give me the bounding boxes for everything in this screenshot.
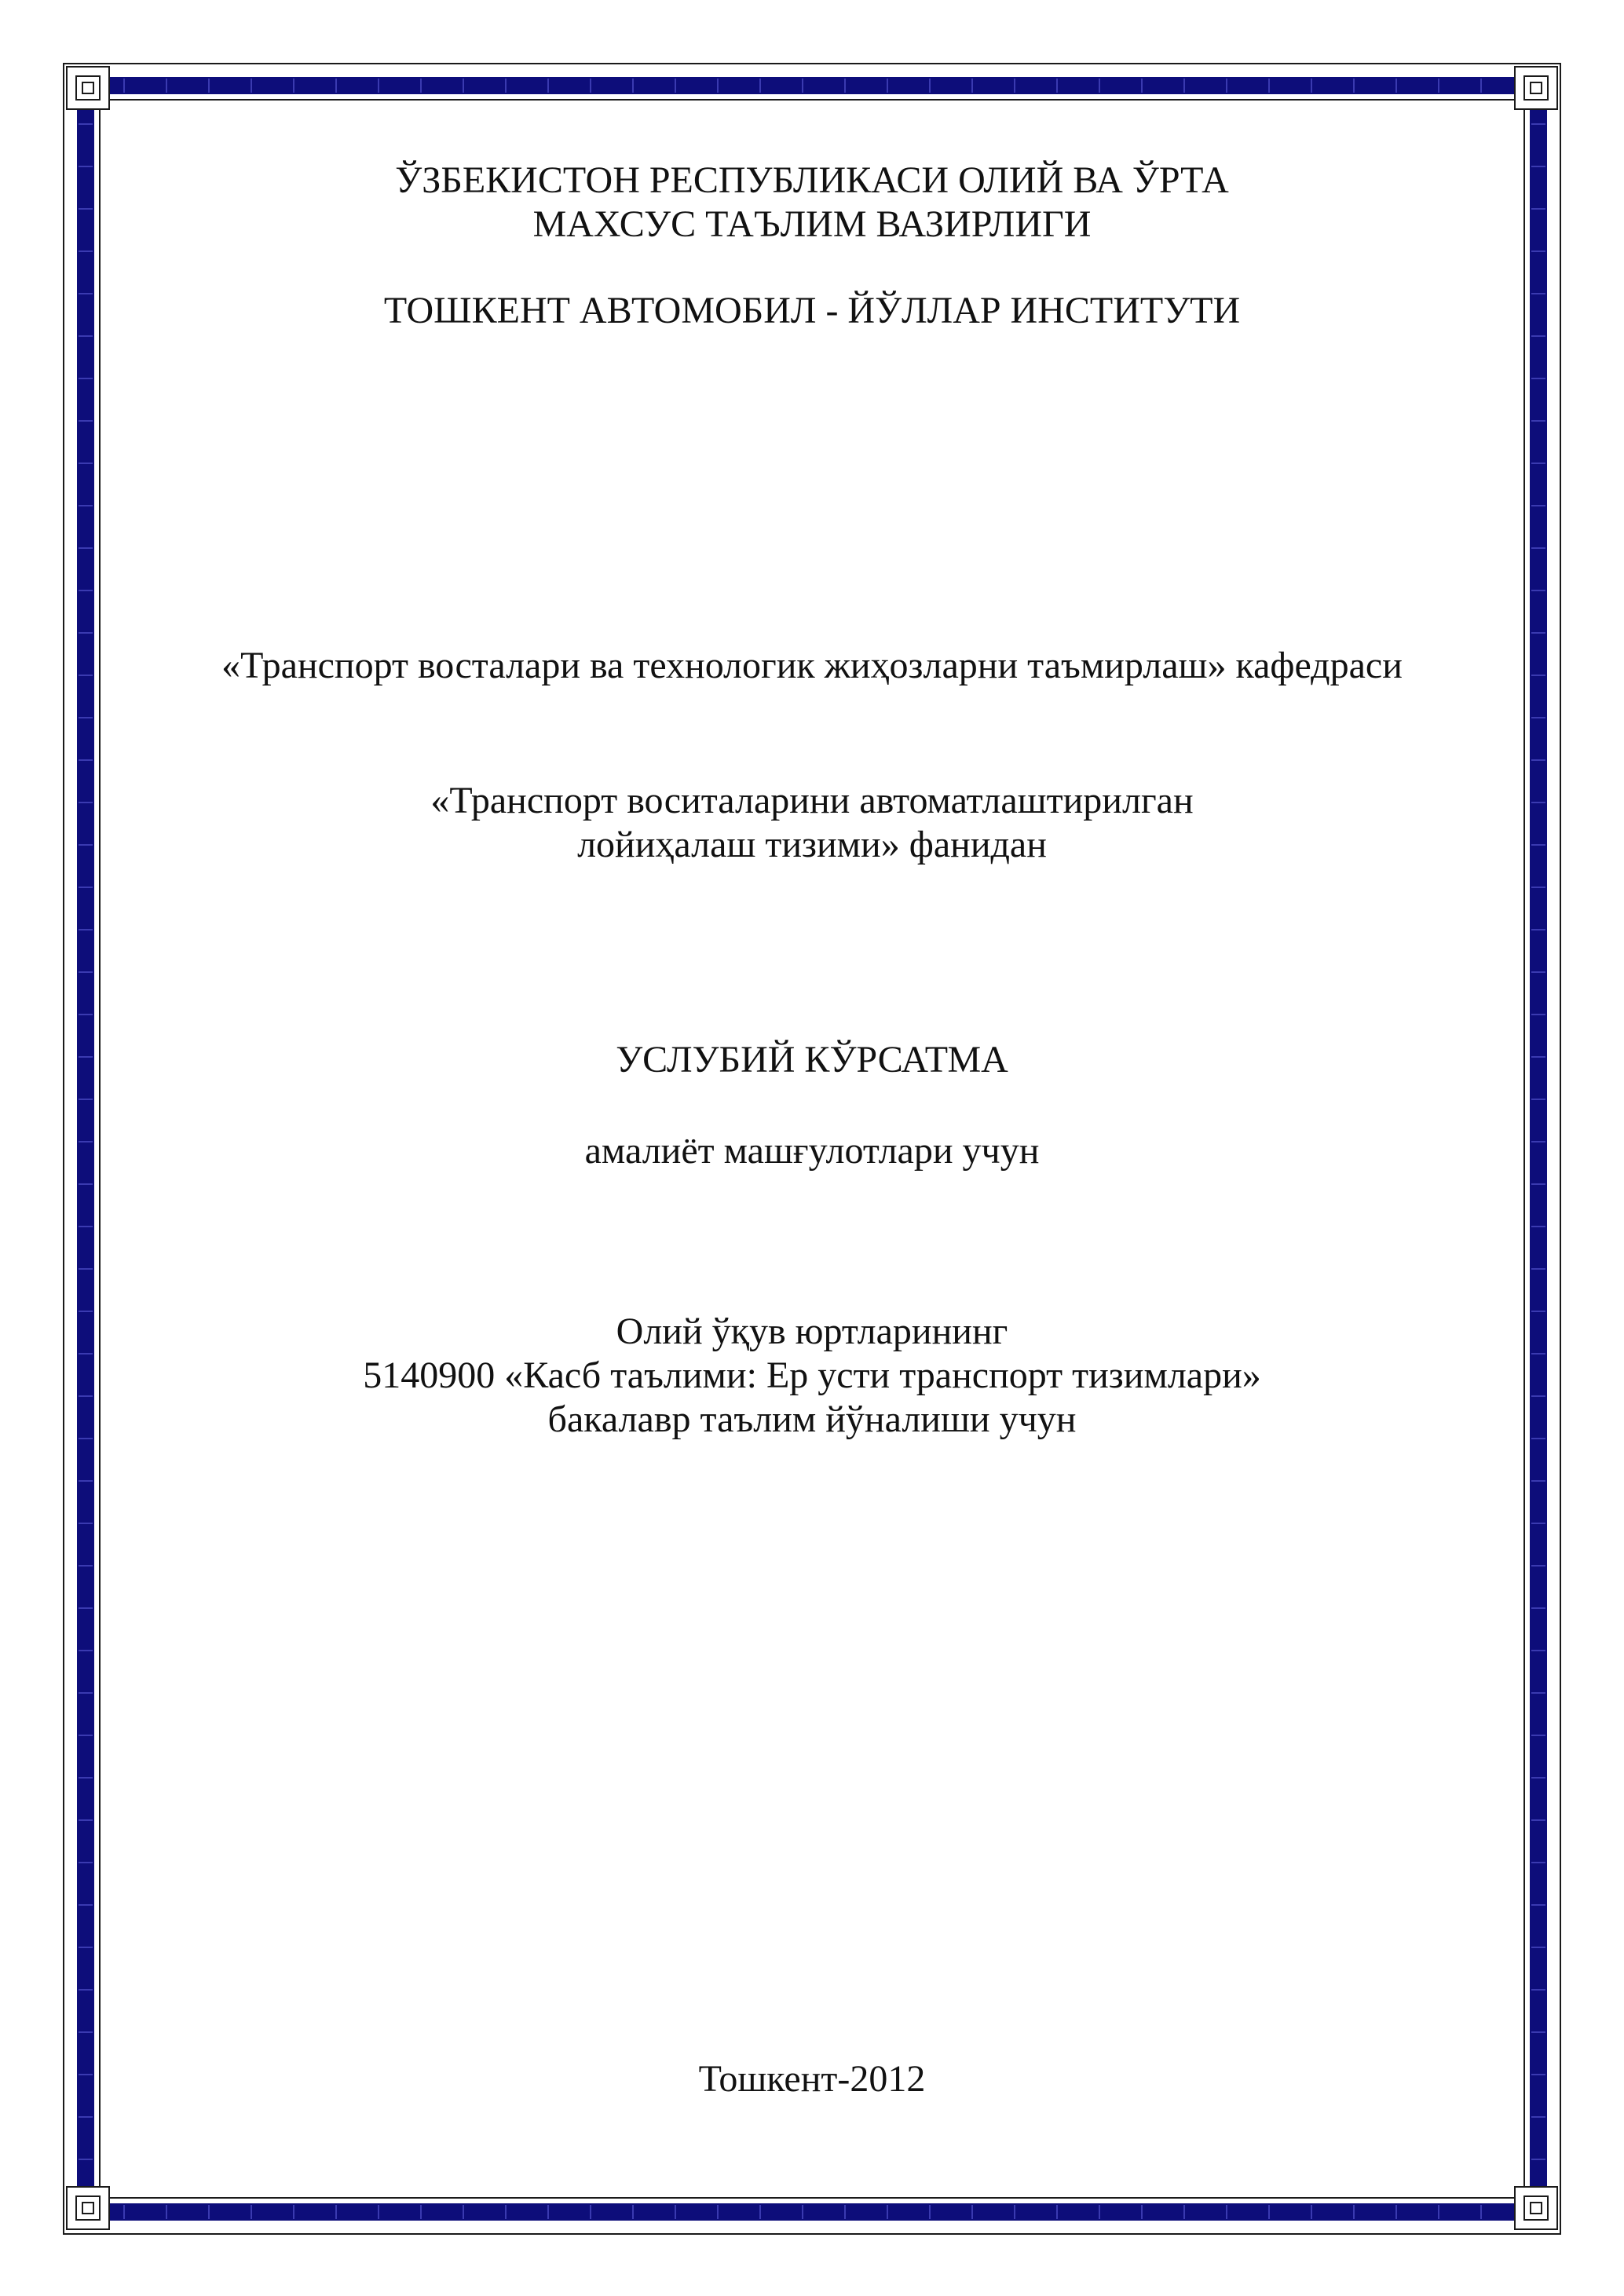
audience-line-3: бакалавр таълим йўналиши учун xyxy=(547,1398,1077,1440)
subject-line-2: лойиҳалаш тизими» фанидан xyxy=(577,824,1047,865)
ministry-line-1: ЎЗБЕКИСТОН РЕСПУБЛИКАСИ ОЛИЙ ВА ЎРТА xyxy=(395,159,1229,201)
institute-name: ТОШКЕНТ АВТОМОБИЛ - ЙЎЛЛАР ИНСТИТУТИ xyxy=(383,290,1241,331)
audience-line-2: 5140900 «Касб таълими: Ер усти транспорт тизимлари» xyxy=(363,1355,1261,1396)
subject-line-1: «Транспорт воситаларини автоматлаштирилган xyxy=(430,780,1194,821)
city-year: Тошкент-2012 xyxy=(698,2058,926,2100)
document-type: УСЛУБИЙ КЎРСАТМА xyxy=(616,1039,1008,1080)
department-name: «Транспорт восталари ва технологик жиҳозларни таъмирлаш» кафедраси xyxy=(221,645,1403,686)
purpose: амалиёт машғулотлари учун xyxy=(584,1130,1040,1172)
corner-ornament-bottom-right xyxy=(1514,2186,1558,2230)
audience-line-1: Олий ўқув юртларининг xyxy=(616,1311,1008,1352)
corner-ornament-bottom-left xyxy=(66,2186,110,2230)
corner-ornament-top-left xyxy=(66,66,110,110)
corner-ornament-top-right xyxy=(1514,66,1558,110)
ministry-line-2: МАХСУС ТАЪЛИМ ВАЗИРЛИГИ xyxy=(532,203,1092,245)
